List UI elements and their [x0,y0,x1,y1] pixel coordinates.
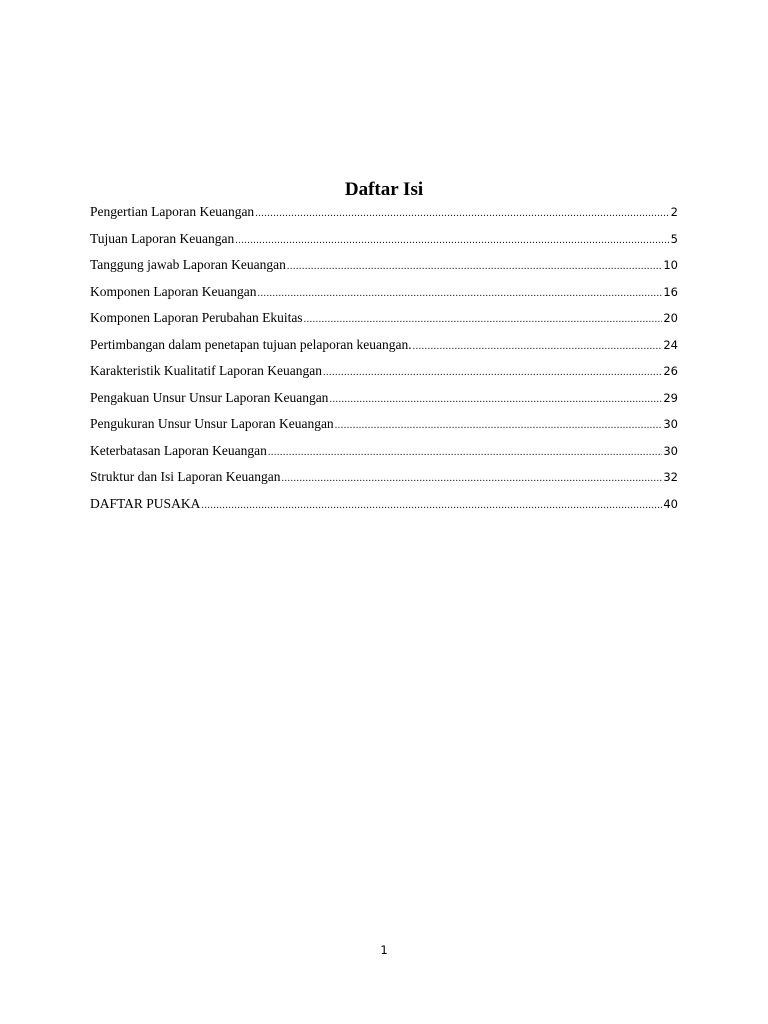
toc-entry[interactable] [90,282,678,309]
toc-dot-leader [304,310,663,330]
toc-entry-label: Pertimbangan dalam penetapan tujuan pelaporan keuangan. [90,336,412,352]
toc-entry-page: 5 [670,231,678,246]
toc-entry[interactable] [90,441,678,468]
toc-entry-label: Struktur dan Isi Laporan Keuangan [90,469,281,484]
toc-entry-label: Komponen Laporan Perubahan Ekuitas [90,310,303,325]
toc-entry-page: 26 [663,364,678,378]
toc-entry[interactable] [90,255,678,282]
toc-entry[interactable] [90,335,678,362]
toc-dot-leader [257,284,662,304]
toc-entry-label: Komponen Laporan Keuangan [90,283,257,299]
table-of-contents [90,202,678,520]
toc-entry[interactable] [90,494,678,521]
document-title: Daftar Isi [344,179,424,200]
toc-dot-leader [235,231,669,251]
toc-entry-page: 40 [663,496,678,511]
toc-entry[interactable] [90,467,678,494]
toc-entry[interactable] [90,202,678,229]
toc-dot-leader [329,390,662,410]
toc-entry-page: 32 [663,470,678,484]
toc-entry-page: 10 [663,258,678,272]
page-number: 1 [380,943,388,957]
toc-entry-page: 30 [663,443,678,458]
toc-entry-page: 20 [663,311,678,325]
toc-entry-page: 24 [663,337,678,352]
toc-entry-label: Pengukuran Unsur Unsur Laporan Keuangan [90,416,334,431]
toc-entry[interactable] [90,308,678,335]
toc-entry[interactable] [90,229,678,256]
toc-entry-label: Keterbatasan Laporan Keuangan [90,442,267,458]
toc-entry-page: 2 [670,205,678,219]
toc-entry-label: Tanggung jawab Laporan Keuangan [90,257,286,272]
toc-dot-leader [201,496,662,516]
toc-dot-leader [287,257,663,277]
toc-entry-label: Pengakuan Unsur Unsur Laporan Keuangan [90,389,329,405]
toc-entry-label: Pengertian Laporan Keuangan [90,204,255,219]
toc-entry-page: 30 [663,417,678,431]
toc-dot-leader [255,204,669,224]
toc-dot-leader [281,469,662,489]
toc-dot-leader [335,416,663,436]
toc-entry[interactable] [90,414,678,441]
toc-entry-page: 16 [663,284,678,299]
toc-entry[interactable] [90,361,678,388]
toc-entry-label: Tujuan Laporan Keuangan [90,230,235,246]
toc-dot-leader [413,337,663,357]
toc-entry-label: DAFTAR PUSAKA [90,495,201,511]
toc-entry-page: 29 [663,390,678,405]
toc-dot-leader [268,443,662,463]
toc-entry-label: Karakteristik Kualitatif Laporan Keuangan [90,363,323,378]
toc-entry[interactable] [90,388,678,415]
toc-dot-leader [323,363,662,383]
